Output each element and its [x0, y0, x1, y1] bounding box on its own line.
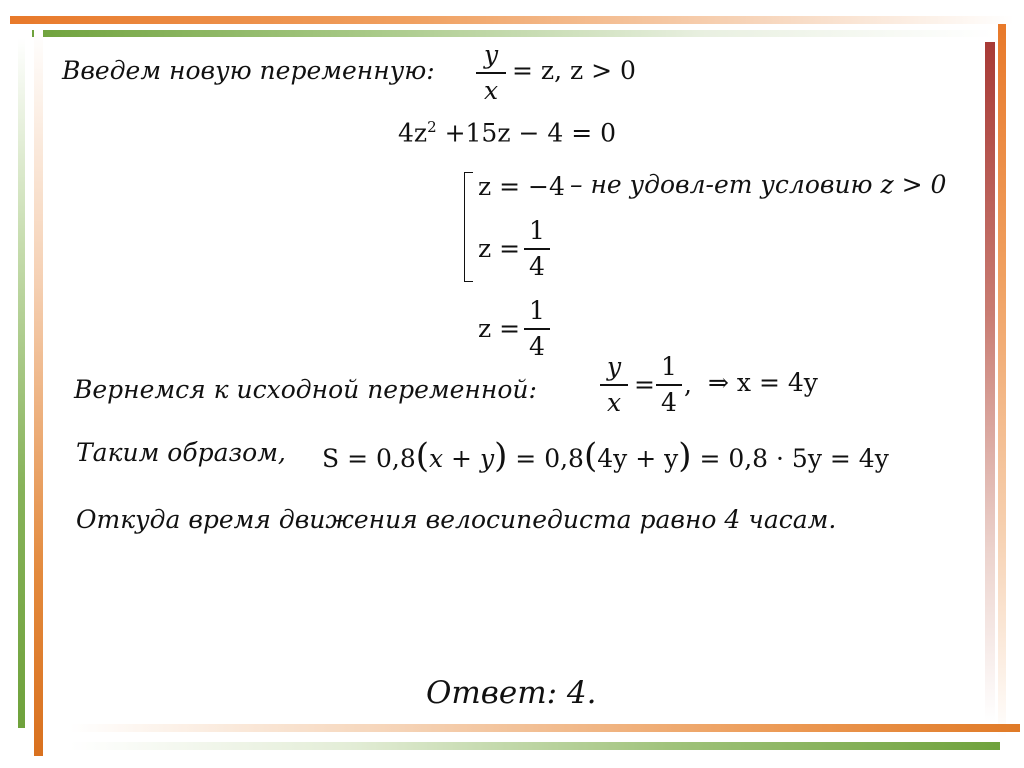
result-denominator: 4	[529, 331, 545, 361]
back-equals: =	[634, 370, 655, 399]
distance-sum-xy: x + y	[429, 444, 495, 473]
distance-formula	[322, 436, 889, 476]
back-quarter-numerator: 1	[661, 352, 677, 381]
frame-top-green-bar	[32, 30, 994, 37]
frame-bottom-orange-bar	[70, 724, 1020, 732]
intro-fraction-denominator: x	[483, 75, 499, 105]
result-lhs: z =	[478, 314, 521, 343]
root-positive-denominator: 4	[529, 251, 545, 281]
intro-fraction	[476, 40, 506, 106]
distance-mid: = 0,8	[515, 444, 584, 473]
quadratic-lhs: 4z	[398, 118, 428, 148]
intro-label: Введем новую переменную:	[62, 56, 435, 85]
intro-fraction-numerator: y	[483, 40, 499, 69]
frame-left-green-bar	[18, 38, 25, 728]
paren-close: )	[494, 436, 508, 476]
frame-top-orange-bar	[10, 16, 1014, 24]
back-quarter-denominator: 4	[661, 387, 677, 417]
paren-close: )	[678, 436, 692, 476]
root-positive-numerator: 1	[529, 216, 545, 245]
frame-bottom-green-bar	[70, 742, 1000, 750]
paren-open: (	[583, 436, 598, 476]
conclusion-text: Откуда время движения велосипедиста равно 4 часам.	[76, 505, 837, 534]
quadratic-power: 2	[427, 118, 437, 136]
back-fraction-denominator: x	[606, 387, 622, 417]
fraction-bar	[656, 384, 682, 386]
back-substitution-label: Вернемся к исходной переменной:	[74, 375, 537, 404]
distance-s-eq: S = 0,8	[322, 444, 416, 473]
fraction-bar	[600, 384, 628, 386]
frame-right-orange-bar	[998, 24, 1006, 738]
fraction-bar	[476, 72, 506, 74]
back-comma: ,	[684, 370, 692, 399]
system-bracket	[464, 172, 473, 282]
frame-right-red-bar	[985, 42, 995, 722]
quadratic-rest: +15z − 4 = 0	[444, 118, 617, 148]
answer-text: Ответ: 4.	[426, 675, 597, 711]
root-positive-lhs: z =	[478, 234, 521, 263]
root-negative: z = −4	[478, 172, 565, 201]
fraction-bar	[524, 248, 550, 250]
paren-open: (	[415, 436, 429, 476]
distance-sum-4y: 4y + y	[597, 444, 679, 473]
result-numerator: 1	[529, 296, 545, 325]
distance-tail: = 0,8 · 5y = 4y	[699, 444, 889, 473]
intro-substitution-tail: = z, z > 0	[512, 56, 636, 85]
fraction-bar	[524, 328, 550, 330]
back-fraction-quarter	[656, 352, 682, 418]
back-fraction-numerator: y	[606, 352, 622, 381]
frame-left-orange-bar	[34, 28, 43, 756]
root-positive-fraction	[524, 216, 550, 282]
result-fraction	[524, 296, 550, 362]
back-implication: ⇒ x = 4y	[708, 368, 818, 397]
thus-label: Таким образом,	[76, 438, 286, 467]
back-fraction-yx	[600, 352, 628, 418]
root-negative-note: – не удовл-ет условию z > 0	[570, 170, 947, 199]
quadratic-equation	[398, 118, 616, 147]
